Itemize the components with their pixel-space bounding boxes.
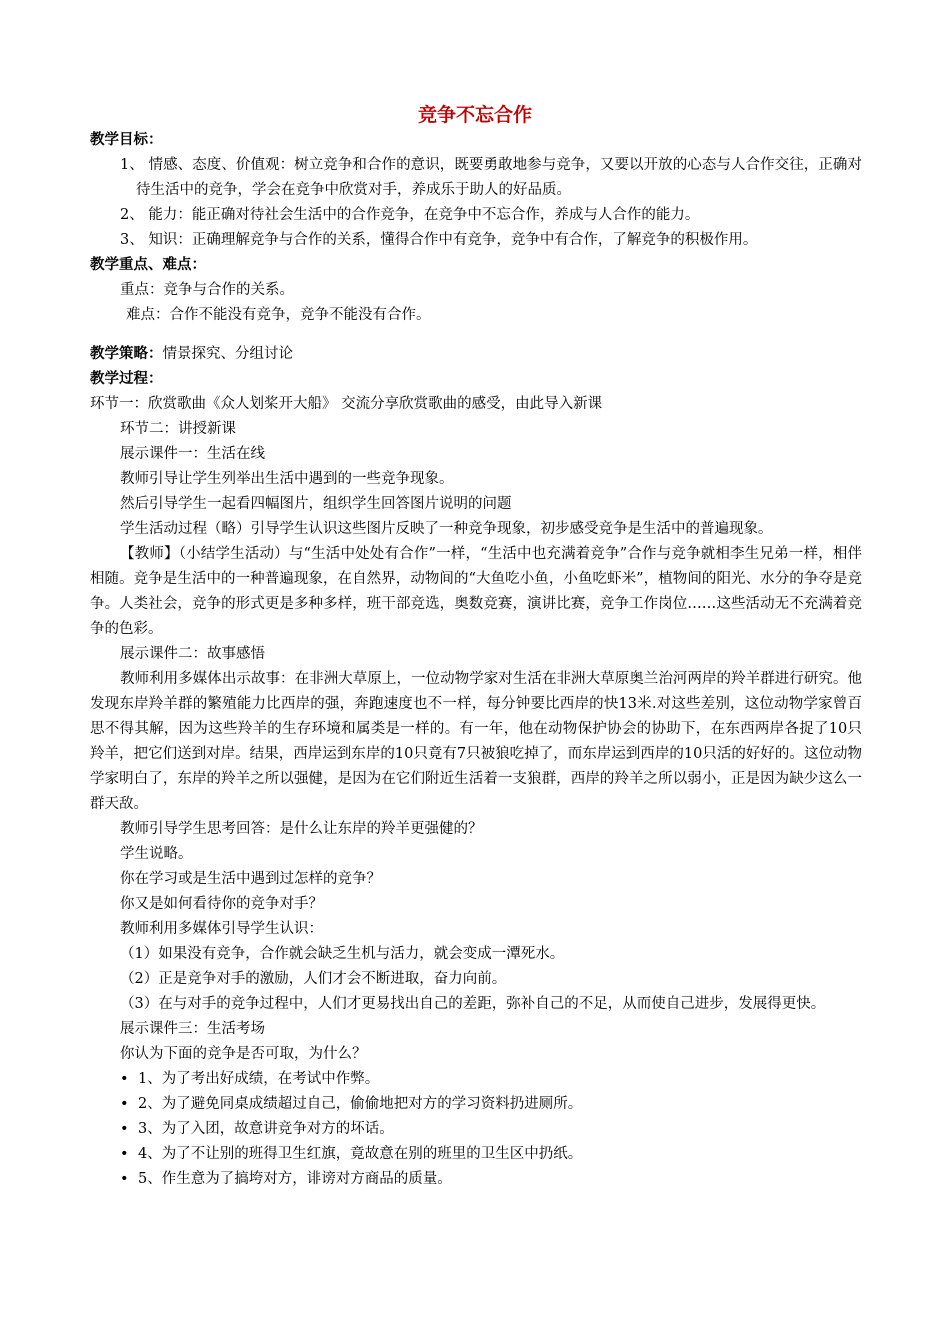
question: 你在学习或是生活中遇到过怎样的竞争？ — [120, 871, 381, 887]
strategy-line — [90, 342, 862, 367]
list-item — [90, 1167, 862, 1192]
process-step-2: 环节二：讲授新课 — [120, 421, 236, 437]
keypoint-difficulty: 难点：合作不能没有竞争，竞争不能没有合作。 — [126, 307, 431, 323]
bullet-icon: • — [120, 1171, 129, 1187]
paragraph: 教师引导学生思考回答：是什么让东岸的羚羊更强健的？ — [120, 821, 483, 837]
courseware-1: 展示课件一：生活在线 — [120, 446, 265, 462]
document-body — [90, 128, 862, 1192]
conclusion-point: （1）如果没有竞争，合作就会缺乏生机与活力，就会变成一潭死水。 — [120, 946, 565, 962]
courseware-3: 展示课件三：生活考场 — [120, 1021, 265, 1037]
courseware-2: 展示课件二：故事感悟 — [120, 646, 265, 662]
goal-item-3: 3、 知识：正确理解竞争与合作的关系，懂得合作中有竞争，竞争中有合作，了解竞争的积极作用。 — [120, 232, 758, 248]
teacher-summary: 【教师】（小结学生活动）与“生活中处处有合作”一样，“生活中也充满着竞争”合作与竞争就相李生兄弟一样，相伴相随。竞争是生活中的一种普遍现象，在自然界，动物间的“大鱼吃小鱼，小鱼吃虾米”，植物间的阳光、水分的争夺是竞争。人类社会，竞争的形式更是多种多样，班干部竞选，奥数竞赛，演讲比赛，竞争工作岗位……这些活动无不充满着竞争的色彩。 — [90, 546, 862, 637]
process-heading: 教学过程： — [90, 371, 163, 387]
list-item-text: 1、为了考出好成绩，在考试中作弊。 — [138, 1071, 380, 1087]
document-title: 竞争不忘合作 — [417, 104, 532, 126]
story-paragraph: 教师利用多媒体出示故事：在非洲大草原上，一位动物学家对生活在非洲大草原奥兰治河两岸的羚羊群进行研究。他发现东岸羚羊群的繁殖能力比西岸的强，奔跑速度也不一样，每分钟要比西岸的快13米.对这些差别，这位动物学家曾百思不得其解，因为这些羚羊的生存环境和属类是一样的。有一年，他在动物保护协会的协助下，在东西两岸各捉了10只羚羊，把它们送到对岸。结果，西岸运到东岸的10只竟有7只被狼吃掉了，而东岸运到西岸的10只活的好好的。这位动物学家明白了，东岸的羚羊之所以强健，是因为在它们附近生活着一支狼群，西岸的羚羊之所以弱小，正是因为缺少这么一群天敌。 — [90, 671, 862, 812]
goals-heading: 教学目标： — [90, 132, 163, 148]
list-item-text: 2、为了避免同桌成绩超过自己，偷偷地把对方的学习资料扔进厕所。 — [138, 1096, 583, 1112]
list-item — [90, 1067, 862, 1092]
bullet-icon: • — [120, 1096, 129, 1112]
paragraph: 教师引导让学生列举出生活中遇到的一些竞争现象。 — [120, 471, 454, 487]
list-item — [90, 1142, 862, 1167]
bullet-icon: • — [120, 1121, 129, 1137]
process-step-1: 环节一：欣赏歌曲《众人划桨开大船》 交流分享欣赏歌曲的感受，由此导入新课 — [90, 396, 603, 412]
goal-item-2: 2、 能力：能正确对待社会生活中的合作竞争，在竞争中不忘合作，养成与人合作的能力。 — [120, 207, 700, 223]
conclusion-point: （3）在与对手的竞争过程中，人们才更易找出自己的差距，弥补自己的不足，从而使自己进步，发展得更快。 — [120, 996, 826, 1012]
paragraph: 学生活动过程（略）引导学生认识这些图片反映了一种竞争现象，初步感受竞争是生活中的普遍现象。 — [120, 521, 773, 537]
strategy-heading: 教学策略： — [90, 346, 163, 362]
list-item — [90, 1117, 862, 1142]
bullet-icon: • — [120, 1071, 129, 1087]
paragraph: 然后引导学生一起看四幅图片，组织学生回答图片说明的问题 — [120, 496, 512, 512]
strategy-text: 情景探究、分组讨论 — [162, 346, 293, 362]
list-item-text: 3、为了入团，故意讲竞争对方的坏话。 — [138, 1121, 394, 1137]
list-item — [90, 1092, 862, 1117]
bullet-icon: • — [120, 1146, 129, 1162]
question: 你认为下面的竞争是否可取，为什么？ — [120, 1046, 367, 1062]
spacer — [90, 328, 862, 342]
question: 你又是如何看待你的竞争对手？ — [120, 896, 323, 912]
list-item-text: 4、为了不让别的班得卫生红旗，竟故意在别的班里的卫生区中扔纸。 — [138, 1146, 583, 1162]
paragraph: 教师利用多媒体引导学生认识： — [120, 921, 323, 937]
goal-item-1: 1、 情感、态度、价值观：树立竞争和合作的意识，既要勇敢地参与竞争，又要以开放的心态与人合作交往，正确对待生活中的竞争，学会在竞争中欣赏对手，养成乐于助人的好品质。 — [120, 157, 862, 198]
keypoint-key: 重点：竞争与合作的关系。 — [120, 282, 294, 298]
list-item-text: 5、作生意为了搞垮对方，诽谤对方商品的质量。 — [138, 1171, 452, 1187]
conclusion-point: （2）正是竞争对手的激励，人们才会不断进取，奋力向前。 — [120, 971, 507, 987]
keypoints-heading: 教学重点、难点： — [90, 257, 206, 273]
paragraph: 学生说略。 — [120, 846, 193, 862]
